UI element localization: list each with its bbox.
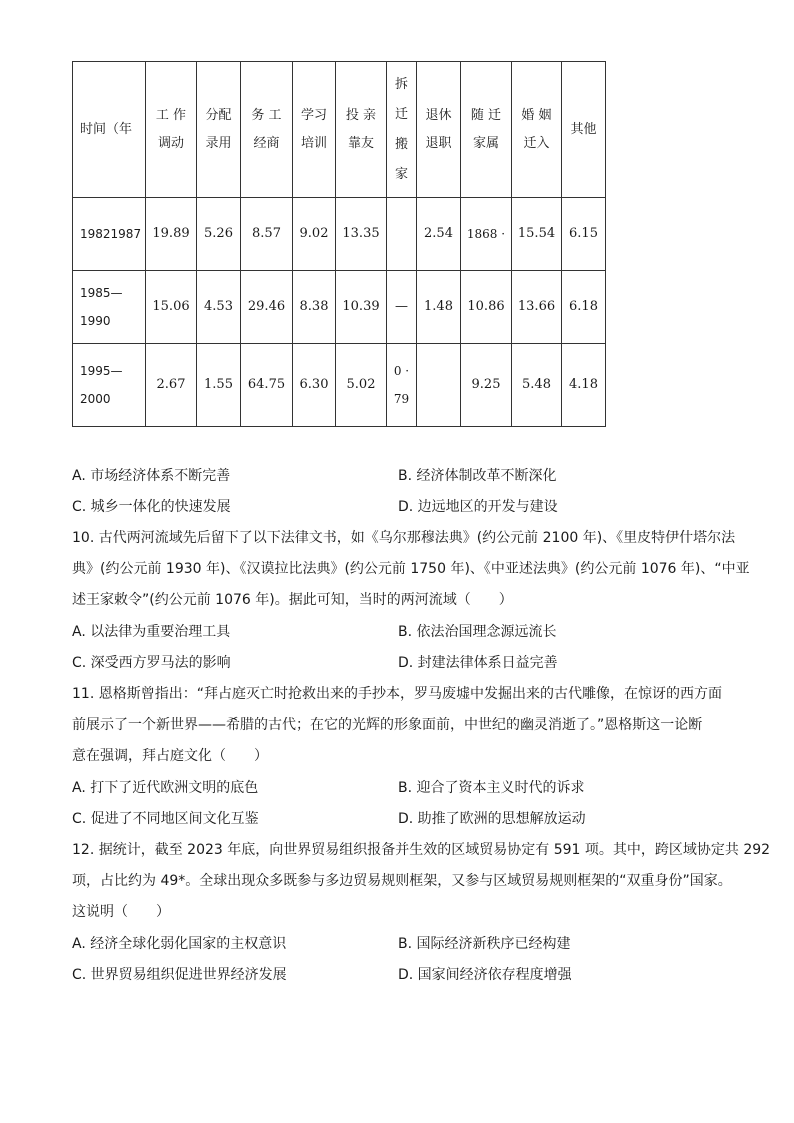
header-cell-time: 时间（年 <box>73 62 146 198</box>
q10-option-a[interactable]: A. 以法律为重要治理工具 <box>72 624 231 640</box>
q9-option-c[interactable]: C. 城乡一体化的快速发展 <box>72 499 231 515</box>
q10-stem-line1: 10. 古代两河流域先后留下了以下法律文书，如《乌尔那穆法典》(约公元前 2100 年)、《里皮特伊什塔尔法 <box>72 530 736 546</box>
table-cell: 10.86 <box>461 271 512 344</box>
header-cell-work-business: 务 工 经商 <box>241 62 293 198</box>
q12-stem-line3: 这说明（ ） <box>72 904 170 920</box>
q12-stem-line1: 12. 据统计，截至 2023 年底，向世界贸易组织报备并生效的区域贸易协定有 591 项。其中，跨区域协定共 292 <box>72 842 771 858</box>
header-cell-relocation: 拆 迁 搬 家 <box>387 62 417 198</box>
row-period: 19821987 <box>73 198 146 271</box>
q11-option-c[interactable]: C. 促进了不同地区间文化互鉴 <box>72 811 259 827</box>
table-cell: 0 · 79 <box>387 344 417 427</box>
q12-option-d[interactable]: D. 国家间经济依存程度增强 <box>398 967 572 983</box>
table-cell: 5.26 <box>197 198 241 271</box>
q11-stem-line1: 11. 恩格斯曾指出：“拜占庭灭亡时抢救出来的手抄本，罗马废墟中发掘出来的古代雕像，在惊讶的西方面 <box>72 686 722 702</box>
table-cell: 2.54 <box>417 198 461 271</box>
table-cell: 1.48 <box>417 271 461 344</box>
table-cell: 1868 · <box>461 198 512 271</box>
header-cell-study: 学习 培训 <box>293 62 336 198</box>
table-cell: 6.18 <box>562 271 606 344</box>
migration-reason-table <box>72 61 606 427</box>
table-cell: 29.46 <box>241 271 293 344</box>
table-row <box>73 198 606 271</box>
row-period: 1995— 2000 <box>73 344 146 427</box>
q10-option-b[interactable]: B. 依法治国理念源远流长 <box>398 624 557 640</box>
table-cell: 13.66 <box>512 271 562 344</box>
header-cell-relatives: 投 亲 靠友 <box>336 62 387 198</box>
table-header-row <box>73 62 606 198</box>
q10-option-c[interactable]: C. 深受西方罗马法的影响 <box>72 655 231 671</box>
table-cell: 6.30 <box>293 344 336 427</box>
row-period: 1985— 1990 <box>73 271 146 344</box>
table-cell <box>387 198 417 271</box>
q12-stem-line2: 项，占比约为 49*。全球出现众多既参与多边贸易规则框架，又参与区域贸易规则框架的“双重身份”国家。 <box>72 873 732 889</box>
q9-option-b[interactable]: B. 经济体制改革不断深化 <box>398 468 557 484</box>
q11-option-a[interactable]: A. 打下了近代欧洲文明的底色 <box>72 780 259 796</box>
q11-stem-line3: 意在强调，拜占庭文化（ ） <box>72 748 268 764</box>
q12-option-a[interactable]: A. 经济全球化弱化国家的主权意识 <box>72 936 287 952</box>
header-cell-job-transfer: 工 作 调动 <box>146 62 197 198</box>
q11-stem-line2: 前展示了一个新世界——希腊的古代；在它的光辉的形象面前，中世纪的幽灵消逝了。”恩格斯这一论断 <box>72 717 703 733</box>
header-cell-marriage: 婚 姻 迁入 <box>512 62 562 198</box>
table-cell: 8.38 <box>293 271 336 344</box>
table-cell: 15.54 <box>512 198 562 271</box>
table-cell: — <box>387 271 417 344</box>
q9-option-a[interactable]: A. 市场经济体系不断完善 <box>72 468 231 484</box>
table-cell: 4.53 <box>197 271 241 344</box>
table-cell: 15.06 <box>146 271 197 344</box>
table-cell: 9.25 <box>461 344 512 427</box>
table-row <box>73 344 606 427</box>
q10-stem-line3: 述王家敕令”(约公元前 1076 年)。据此可知，当时的两河流域（ ） <box>72 592 513 608</box>
q12-option-b[interactable]: B. 国际经济新秩序已经构建 <box>398 936 571 952</box>
table-cell: 4.18 <box>562 344 606 427</box>
table-cell <box>417 344 461 427</box>
table-cell: 8.57 <box>241 198 293 271</box>
q12-option-c[interactable]: C. 世界贸易组织促进世界经济发展 <box>72 967 287 983</box>
header-cell-retirement: 退休 退职 <box>417 62 461 198</box>
table-cell: 6.15 <box>562 198 606 271</box>
table-cell: 2.67 <box>146 344 197 427</box>
table-cell: 1.55 <box>197 344 241 427</box>
table-cell: 5.02 <box>336 344 387 427</box>
table-cell: 9.02 <box>293 198 336 271</box>
q11-option-b[interactable]: B. 迎合了资本主义时代的诉求 <box>398 780 585 796</box>
table-cell: 19.89 <box>146 198 197 271</box>
table-cell: 13.35 <box>336 198 387 271</box>
q10-stem-line2: 典》(约公元前 1930 年)、《汉谟拉比法典》(约公元前 1750 年)、《中亚述法典》(约公元前 1076 年)、“中亚 <box>72 561 750 577</box>
table-cell: 5.48 <box>512 344 562 427</box>
q11-option-d[interactable]: D. 助推了欧洲的思想解放运动 <box>398 811 586 827</box>
header-cell-family: 随 迁 家属 <box>461 62 512 198</box>
q10-option-d[interactable]: D. 封建法律体系日益完善 <box>398 655 558 671</box>
table-cell: 10.39 <box>336 271 387 344</box>
table-row <box>73 271 606 344</box>
header-cell-other: 其他 <box>562 62 606 198</box>
table-cell: 64.75 <box>241 344 293 427</box>
header-cell-assignment: 分配 录用 <box>197 62 241 198</box>
q9-option-d[interactable]: D. 边远地区的开发与建设 <box>398 499 558 515</box>
